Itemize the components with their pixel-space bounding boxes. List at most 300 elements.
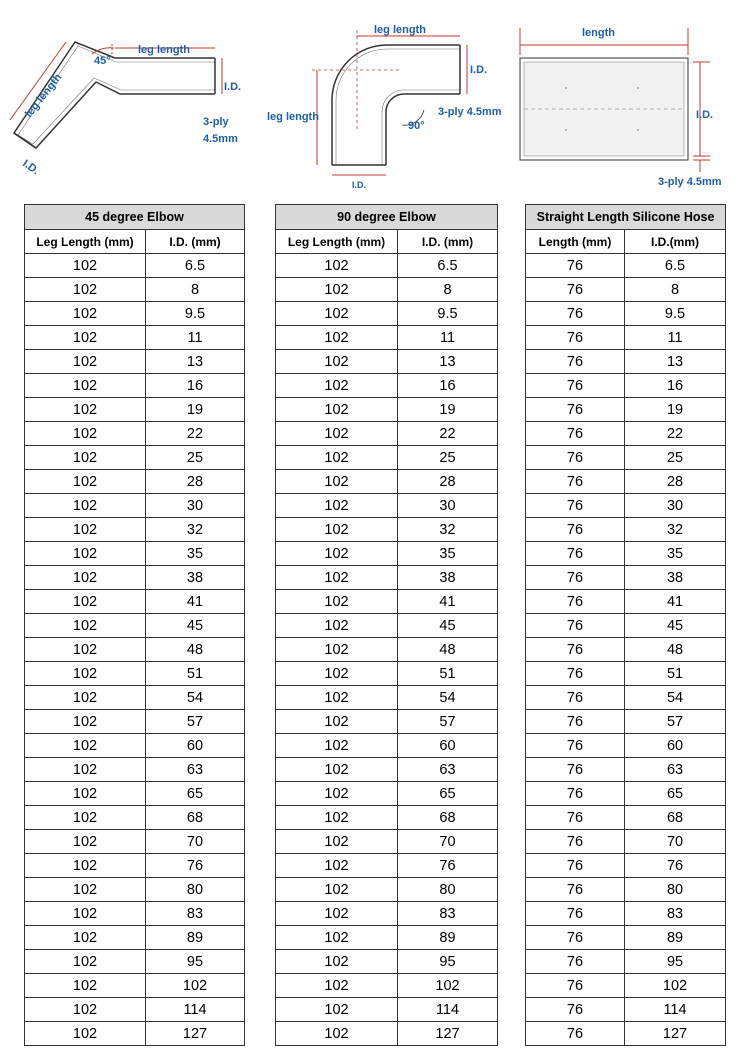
id-cell: 51 bbox=[625, 662, 726, 686]
length-cell: 76 bbox=[526, 494, 625, 518]
length-cell: 76 bbox=[526, 470, 625, 494]
id-cell: 68 bbox=[146, 806, 245, 830]
length-cell: 76 bbox=[526, 638, 625, 662]
column-header-leg-length: Leg Length (mm) bbox=[276, 230, 398, 254]
id-cell: 102 bbox=[146, 974, 245, 998]
length-cell: 102 bbox=[276, 878, 398, 902]
length-cell: 76 bbox=[526, 926, 625, 950]
table-row bbox=[276, 710, 498, 734]
length-cell: 102 bbox=[276, 974, 398, 998]
table-row bbox=[25, 974, 245, 998]
length-cell: 102 bbox=[276, 398, 398, 422]
table-row bbox=[526, 830, 726, 854]
id-cell: 70 bbox=[146, 830, 245, 854]
length-cell: 102 bbox=[25, 254, 146, 278]
table-row bbox=[25, 758, 245, 782]
id-cell: 8 bbox=[625, 278, 726, 302]
length-cell: 102 bbox=[276, 806, 398, 830]
table-row bbox=[276, 446, 498, 470]
straight-length-label: length bbox=[582, 27, 615, 39]
table-row bbox=[526, 686, 726, 710]
table-title: Straight Length Silicone Hose bbox=[526, 205, 726, 230]
id-cell: 127 bbox=[146, 1022, 245, 1046]
column-header-length: Length (mm) bbox=[526, 230, 625, 254]
id-cell: 38 bbox=[625, 566, 726, 590]
length-cell: 102 bbox=[25, 326, 146, 350]
id-cell: 28 bbox=[625, 470, 726, 494]
id-cell: 48 bbox=[146, 638, 245, 662]
id-cell: 13 bbox=[625, 350, 726, 374]
id-cell: 28 bbox=[398, 470, 498, 494]
table-row bbox=[276, 734, 498, 758]
length-cell: 102 bbox=[25, 878, 146, 902]
id-cell: 11 bbox=[146, 326, 245, 350]
length-cell: 76 bbox=[526, 710, 625, 734]
id-cell: 127 bbox=[625, 1022, 726, 1046]
length-cell: 76 bbox=[526, 902, 625, 926]
length-cell: 102 bbox=[25, 374, 146, 398]
length-cell: 76 bbox=[526, 542, 625, 566]
table-row bbox=[526, 662, 726, 686]
table-row bbox=[25, 854, 245, 878]
table-row bbox=[276, 302, 498, 326]
id-cell: 54 bbox=[398, 686, 498, 710]
table-row bbox=[526, 302, 726, 326]
length-cell: 76 bbox=[526, 950, 625, 974]
elbow45-leg-length-top: leg length bbox=[138, 44, 190, 56]
id-cell: 60 bbox=[398, 734, 498, 758]
length-cell: 102 bbox=[25, 950, 146, 974]
table-row bbox=[276, 350, 498, 374]
id-cell: 11 bbox=[398, 326, 498, 350]
table-row bbox=[276, 422, 498, 446]
length-cell: 102 bbox=[276, 710, 398, 734]
length-cell: 102 bbox=[25, 902, 146, 926]
id-cell: 89 bbox=[146, 926, 245, 950]
id-cell: 11 bbox=[625, 326, 726, 350]
id-cell: 83 bbox=[625, 902, 726, 926]
table-row bbox=[25, 566, 245, 590]
length-cell: 76 bbox=[526, 518, 625, 542]
table-row bbox=[526, 806, 726, 830]
length-cell: 102 bbox=[25, 926, 146, 950]
length-cell: 102 bbox=[25, 710, 146, 734]
id-cell: 54 bbox=[146, 686, 245, 710]
table-row bbox=[276, 518, 498, 542]
table-row bbox=[526, 926, 726, 950]
id-cell: 114 bbox=[398, 998, 498, 1022]
id-cell: 45 bbox=[146, 614, 245, 638]
length-cell: 102 bbox=[25, 686, 146, 710]
column-header-id: I.D. (mm) bbox=[398, 230, 498, 254]
length-cell: 102 bbox=[276, 638, 398, 662]
id-cell: 80 bbox=[146, 878, 245, 902]
id-cell: 13 bbox=[146, 350, 245, 374]
table-row bbox=[526, 470, 726, 494]
table-row bbox=[526, 278, 726, 302]
id-cell: 65 bbox=[398, 782, 498, 806]
length-cell: 76 bbox=[526, 566, 625, 590]
id-cell: 8 bbox=[146, 278, 245, 302]
length-cell: 102 bbox=[25, 518, 146, 542]
elbow90-id-bottom: I.D. bbox=[352, 180, 367, 190]
id-cell: 114 bbox=[625, 998, 726, 1022]
table-row bbox=[276, 686, 498, 710]
length-cell: 102 bbox=[276, 1022, 398, 1046]
table-row bbox=[526, 350, 726, 374]
length-cell: 76 bbox=[526, 254, 625, 278]
elbow45-id-right: I.D. bbox=[224, 81, 242, 93]
elbow90-leg-length-side: leg length bbox=[267, 111, 319, 123]
id-cell: 57 bbox=[625, 710, 726, 734]
length-cell: 102 bbox=[25, 446, 146, 470]
table-row bbox=[276, 806, 498, 830]
table-row bbox=[276, 926, 498, 950]
table-row bbox=[276, 950, 498, 974]
table-row bbox=[526, 518, 726, 542]
table-row bbox=[276, 254, 498, 278]
table-row bbox=[526, 854, 726, 878]
table-45-degree-elbow bbox=[24, 204, 245, 1046]
table-row bbox=[25, 470, 245, 494]
length-cell: 76 bbox=[526, 854, 625, 878]
id-cell: 89 bbox=[625, 926, 726, 950]
length-cell: 102 bbox=[276, 590, 398, 614]
length-cell: 102 bbox=[25, 350, 146, 374]
length-cell: 102 bbox=[276, 830, 398, 854]
table-row bbox=[526, 326, 726, 350]
elbow90-id-right: I.D. bbox=[470, 64, 488, 76]
table-row bbox=[25, 398, 245, 422]
id-cell: 16 bbox=[398, 374, 498, 398]
table-row bbox=[25, 686, 245, 710]
id-cell: 95 bbox=[625, 950, 726, 974]
id-cell: 22 bbox=[398, 422, 498, 446]
length-cell: 102 bbox=[25, 278, 146, 302]
table-row bbox=[25, 254, 245, 278]
id-cell: 30 bbox=[625, 494, 726, 518]
id-cell: 60 bbox=[625, 734, 726, 758]
elbow45-angle-label: 45° bbox=[94, 55, 111, 67]
table-row bbox=[25, 926, 245, 950]
elbow90-leg-length-top: leg length bbox=[374, 24, 426, 36]
table-row bbox=[526, 590, 726, 614]
length-cell: 76 bbox=[526, 662, 625, 686]
id-cell: 38 bbox=[398, 566, 498, 590]
id-cell: 22 bbox=[146, 422, 245, 446]
length-cell: 102 bbox=[25, 758, 146, 782]
table-row bbox=[526, 494, 726, 518]
table-row bbox=[25, 374, 245, 398]
table-row bbox=[25, 422, 245, 446]
id-cell: 35 bbox=[398, 542, 498, 566]
table-row bbox=[25, 734, 245, 758]
length-cell: 102 bbox=[25, 470, 146, 494]
id-cell: 83 bbox=[146, 902, 245, 926]
id-cell: 41 bbox=[398, 590, 498, 614]
length-cell: 102 bbox=[276, 566, 398, 590]
table-row bbox=[276, 542, 498, 566]
length-cell: 76 bbox=[526, 422, 625, 446]
length-cell: 102 bbox=[276, 662, 398, 686]
length-cell: 102 bbox=[25, 638, 146, 662]
id-cell: 9.5 bbox=[146, 302, 245, 326]
length-cell: 102 bbox=[276, 374, 398, 398]
id-cell: 30 bbox=[398, 494, 498, 518]
length-cell: 102 bbox=[276, 926, 398, 950]
length-cell: 102 bbox=[25, 422, 146, 446]
table-row bbox=[25, 806, 245, 830]
length-cell: 102 bbox=[276, 494, 398, 518]
table-row bbox=[25, 494, 245, 518]
table-row bbox=[276, 398, 498, 422]
table-row bbox=[276, 590, 498, 614]
length-cell: 102 bbox=[276, 422, 398, 446]
table-row bbox=[25, 614, 245, 638]
id-cell: 32 bbox=[625, 518, 726, 542]
table-row bbox=[526, 374, 726, 398]
id-cell: 70 bbox=[625, 830, 726, 854]
diagram-45-elbow bbox=[0, 0, 250, 200]
column-header-id: I.D.(mm) bbox=[625, 230, 726, 254]
length-cell: 102 bbox=[276, 902, 398, 926]
id-cell: 76 bbox=[625, 854, 726, 878]
table-row bbox=[276, 374, 498, 398]
length-cell: 102 bbox=[276, 350, 398, 374]
table-row bbox=[25, 830, 245, 854]
length-cell: 76 bbox=[526, 686, 625, 710]
length-cell: 76 bbox=[526, 806, 625, 830]
id-cell: 48 bbox=[625, 638, 726, 662]
id-cell: 68 bbox=[625, 806, 726, 830]
table-row bbox=[526, 398, 726, 422]
length-cell: 102 bbox=[25, 542, 146, 566]
id-cell: 95 bbox=[398, 950, 498, 974]
length-cell: 102 bbox=[276, 446, 398, 470]
length-cell: 76 bbox=[526, 374, 625, 398]
id-cell: 35 bbox=[625, 542, 726, 566]
length-cell: 102 bbox=[276, 758, 398, 782]
id-cell: 45 bbox=[398, 614, 498, 638]
length-cell: 76 bbox=[526, 590, 625, 614]
id-cell: 30 bbox=[146, 494, 245, 518]
elbow45-ply-line2: 4.5mm bbox=[203, 133, 238, 145]
id-cell: 63 bbox=[398, 758, 498, 782]
length-cell: 102 bbox=[276, 470, 398, 494]
id-cell: 54 bbox=[625, 686, 726, 710]
table-row bbox=[526, 710, 726, 734]
length-cell: 76 bbox=[526, 734, 625, 758]
id-cell: 127 bbox=[398, 1022, 498, 1046]
id-cell: 6.5 bbox=[625, 254, 726, 278]
id-cell: 80 bbox=[625, 878, 726, 902]
length-cell: 102 bbox=[25, 494, 146, 518]
table-row bbox=[526, 254, 726, 278]
id-cell: 41 bbox=[625, 590, 726, 614]
table-row bbox=[276, 854, 498, 878]
id-cell: 32 bbox=[146, 518, 245, 542]
id-cell: 16 bbox=[146, 374, 245, 398]
table-row bbox=[25, 710, 245, 734]
table-row bbox=[25, 902, 245, 926]
id-cell: 6.5 bbox=[398, 254, 498, 278]
id-cell: 9.5 bbox=[398, 302, 498, 326]
elbow45-leg-length-side: leg length bbox=[22, 71, 65, 120]
id-cell: 16 bbox=[625, 374, 726, 398]
id-cell: 57 bbox=[146, 710, 245, 734]
table-row bbox=[25, 638, 245, 662]
table-row bbox=[25, 950, 245, 974]
id-cell: 25 bbox=[398, 446, 498, 470]
table-row bbox=[276, 470, 498, 494]
id-cell: 19 bbox=[146, 398, 245, 422]
table-row bbox=[526, 1022, 726, 1046]
id-cell: 32 bbox=[398, 518, 498, 542]
length-cell: 76 bbox=[526, 830, 625, 854]
id-cell: 102 bbox=[625, 974, 726, 998]
length-cell: 76 bbox=[526, 326, 625, 350]
length-cell: 102 bbox=[276, 686, 398, 710]
id-cell: 102 bbox=[398, 974, 498, 998]
length-cell: 76 bbox=[526, 998, 625, 1022]
id-cell: 63 bbox=[625, 758, 726, 782]
id-cell: 95 bbox=[146, 950, 245, 974]
straight-id-label: I.D. bbox=[696, 109, 714, 121]
id-cell: 13 bbox=[398, 350, 498, 374]
length-cell: 102 bbox=[25, 662, 146, 686]
id-cell: 89 bbox=[398, 926, 498, 950]
straight-ply-label: 3-ply 4.5mm bbox=[658, 176, 722, 188]
table-row bbox=[526, 446, 726, 470]
elbow90-ply: 3-ply 4.5mm bbox=[438, 106, 502, 118]
id-cell: 65 bbox=[625, 782, 726, 806]
length-cell: 76 bbox=[526, 446, 625, 470]
elbow45-id-bottom: I.D. bbox=[20, 157, 42, 178]
table-row bbox=[25, 518, 245, 542]
table-row bbox=[25, 1022, 245, 1046]
length-cell: 102 bbox=[25, 398, 146, 422]
length-cell: 102 bbox=[276, 302, 398, 326]
length-cell: 102 bbox=[276, 734, 398, 758]
id-cell: 63 bbox=[146, 758, 245, 782]
length-cell: 102 bbox=[276, 950, 398, 974]
length-cell: 76 bbox=[526, 1022, 625, 1046]
id-cell: 83 bbox=[398, 902, 498, 926]
table-row bbox=[526, 566, 726, 590]
length-cell: 102 bbox=[276, 782, 398, 806]
id-cell: 19 bbox=[625, 398, 726, 422]
length-cell: 102 bbox=[276, 542, 398, 566]
column-header-leg-length: Leg Length (mm) bbox=[25, 230, 146, 254]
length-cell: 102 bbox=[276, 854, 398, 878]
table-row bbox=[276, 902, 498, 926]
table-row bbox=[276, 974, 498, 998]
length-cell: 102 bbox=[25, 734, 146, 758]
table-row bbox=[276, 566, 498, 590]
id-cell: 9.5 bbox=[625, 302, 726, 326]
table-row bbox=[526, 614, 726, 638]
id-cell: 114 bbox=[146, 998, 245, 1022]
table-row bbox=[276, 638, 498, 662]
length-cell: 76 bbox=[526, 782, 625, 806]
id-cell: 28 bbox=[146, 470, 245, 494]
table-row bbox=[276, 998, 498, 1022]
length-cell: 102 bbox=[276, 278, 398, 302]
id-cell: 45 bbox=[625, 614, 726, 638]
id-cell: 80 bbox=[398, 878, 498, 902]
length-cell: 102 bbox=[25, 302, 146, 326]
id-cell: 68 bbox=[398, 806, 498, 830]
id-cell: 70 bbox=[398, 830, 498, 854]
table-row bbox=[25, 446, 245, 470]
table-row bbox=[526, 638, 726, 662]
length-cell: 102 bbox=[25, 614, 146, 638]
table-row bbox=[25, 302, 245, 326]
column-header-id: I.D. (mm) bbox=[146, 230, 245, 254]
id-cell: 6.5 bbox=[146, 254, 245, 278]
table-row bbox=[25, 662, 245, 686]
table-row bbox=[526, 950, 726, 974]
id-cell: 35 bbox=[146, 542, 245, 566]
length-cell: 76 bbox=[526, 878, 625, 902]
length-cell: 76 bbox=[526, 278, 625, 302]
id-cell: 65 bbox=[146, 782, 245, 806]
length-cell: 76 bbox=[526, 758, 625, 782]
elbow45-ply-line1: 3-ply bbox=[203, 116, 229, 128]
table-row bbox=[526, 758, 726, 782]
id-cell: 25 bbox=[625, 446, 726, 470]
table-row bbox=[526, 542, 726, 566]
length-cell: 76 bbox=[526, 302, 625, 326]
length-cell: 102 bbox=[276, 614, 398, 638]
id-cell: 38 bbox=[146, 566, 245, 590]
table-row bbox=[526, 782, 726, 806]
id-cell: 76 bbox=[146, 854, 245, 878]
table-row bbox=[526, 734, 726, 758]
id-cell: 48 bbox=[398, 638, 498, 662]
table-row bbox=[25, 278, 245, 302]
table-row bbox=[526, 974, 726, 998]
table-straight-length-hose bbox=[525, 204, 726, 1046]
length-cell: 102 bbox=[25, 566, 146, 590]
table-row bbox=[25, 590, 245, 614]
length-cell: 102 bbox=[25, 854, 146, 878]
table-row bbox=[276, 1022, 498, 1046]
table-row bbox=[276, 326, 498, 350]
length-cell: 102 bbox=[25, 1022, 146, 1046]
length-cell: 102 bbox=[25, 974, 146, 998]
length-cell: 102 bbox=[25, 830, 146, 854]
table-row bbox=[25, 782, 245, 806]
length-cell: 76 bbox=[526, 350, 625, 374]
length-cell: 76 bbox=[526, 614, 625, 638]
table-row bbox=[276, 878, 498, 902]
table-row bbox=[276, 614, 498, 638]
id-cell: 41 bbox=[146, 590, 245, 614]
length-cell: 102 bbox=[25, 590, 146, 614]
length-cell: 102 bbox=[25, 806, 146, 830]
table-row bbox=[25, 326, 245, 350]
id-cell: 51 bbox=[398, 662, 498, 686]
table-row bbox=[276, 782, 498, 806]
table-row bbox=[276, 278, 498, 302]
id-cell: 76 bbox=[398, 854, 498, 878]
table-title: 45 degree Elbow bbox=[25, 205, 245, 230]
table-row bbox=[25, 998, 245, 1022]
length-cell: 76 bbox=[526, 974, 625, 998]
table-row bbox=[25, 350, 245, 374]
length-cell: 102 bbox=[276, 998, 398, 1022]
